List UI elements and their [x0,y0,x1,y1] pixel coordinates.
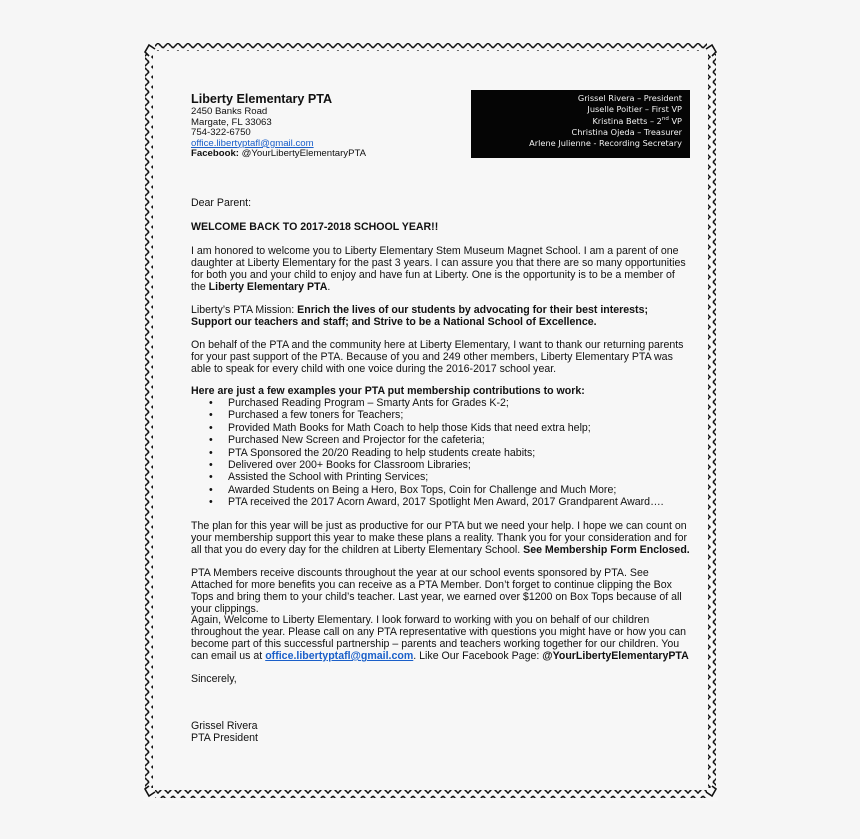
list-item [191,496,691,508]
bullet-icon: • [209,434,213,447]
salutation: Dear Parent: [191,197,252,209]
intro-paragraph [191,245,691,293]
bullet-icon: • [209,471,213,484]
officer-first-vp: Juselle Poitier – First VP [587,104,682,115]
closing-email-link[interactable]: office.libertyptafl@gmail.com [265,650,414,662]
letter-page [143,42,718,801]
closing-facebook-handle: @YourLibertyElementaryPTA [542,650,689,662]
mission-label: Liberty’s PTA Mission: [191,304,298,316]
list-item-text: Purchased New Screen and Projector for the cafeteria; [228,434,485,447]
ordinal-suffix: nd [661,115,669,122]
list-item [191,447,691,459]
examples-list [191,397,691,509]
plan-paragraph [191,520,691,556]
list-item [191,409,691,421]
officers-box [471,90,690,158]
officer-second-vp [471,116,682,127]
org-name: Liberty Elementary PTA [191,92,333,106]
bullet-icon: • [209,409,213,422]
intro-bold: Liberty Elementary PTA [208,281,328,293]
signer-name: Grissel Rivera [191,720,258,732]
officer-president: Grissel Rivera – President [577,93,682,103]
headline: WELCOME BACK TO 2017-2018 SCHOOL YEAR!! [191,221,439,233]
discounts-paragraph: PTA Members receive discounts throughout the year at our school events sponsored by PTA. See Attached for more benefits you can receive as a PTA Member. Don’t forget to continue clipping the Box Tops and bring them to your child’s teacher. Last year, we earned over $1200 on Box Tops because of all your clippings. [191,567,682,615]
facebook-label: Facebook: [191,148,239,160]
officer-secretary: Arlene Julienne - Recording Secretary [529,138,682,149]
list-item [191,397,691,409]
list-item [191,459,691,471]
officer-second-vp-title: VP [668,115,682,126]
examples-section [191,385,691,509]
list-item [191,422,691,434]
plan-text: The plan for this year will be just as productive for our PTA but we need your help. I hope we can count on your membership support this year to make these plans a reality. Thank you for your consideration and for all that you do every day for the children at Liberty Elementary School. [191,520,688,556]
bullet-icon: • [209,496,213,509]
signoff: Sincerely, [191,673,237,685]
examples-heading: Here are just a few examples your PTA put membership contributions to work: [191,385,585,397]
closing-mid: . Like Our Facebook Page: [413,650,543,662]
facebook-line [191,149,366,160]
bullet-icon: • [209,459,213,472]
list-item-text: PTA received the 2017 Acorn Award, 2017 Spotlight Men Award, 2017 Grandparent Award…. [228,496,664,509]
officer-treasurer: Christina Ojeda – Treasurer [571,126,682,137]
phone: 754-322-6750 [191,127,251,139]
bullet-icon: • [209,483,213,496]
list-item-text: Purchased Reading Program – Smarty Ants for Grades K-2; [228,397,509,409]
bullet-icon: • [209,397,213,409]
plan-bold: See Membership Form Enclosed. [523,544,690,556]
intro-end: . [327,281,331,293]
list-item-text: Delivered over 200+ Books for Classroom Libraries; [228,459,471,472]
facebook-handle: @YourLibertyElementaryPTA [241,148,367,160]
letterhead [191,92,366,160]
closing-text: Again, Welcome to Liberty Elementary. I look forward to working with you on behalf of our children throughout the year. Please call on any PTA representative with questions you might have or how you can become part of this successful partnership – parents and teachers working together for our children. You can email us at [191,614,687,662]
list-item [191,484,691,496]
bullet-icon: • [209,446,213,459]
closing-paragraph [191,614,691,662]
thanks-paragraph: On behalf of the PTA and the community here at Liberty Elementary, I want to thank our returning parents for your past support of the PTA. Because of you and 249 other members, Liberty Elementary PTA was able to speak for every child with one voice during the 2016-2017 school year. [191,339,684,375]
officer-second-vp-name: Kristina Betts – 2 [592,115,662,126]
list-item-text: PTA Sponsored the 20/20 Reading to help students create habits; [228,446,536,459]
bullet-icon: • [209,421,213,434]
list-item-text: Purchased a few toners for Teachers; [228,409,404,422]
address-line2: Margate, FL 33063 [191,116,272,128]
list-item [191,471,691,483]
signer-title: PTA President [191,732,258,744]
mission-text: Enrich the lives of our students by advocating for their best interests; Support our teachers and staff; and Strive to be a National School of Excellence. [191,304,649,328]
intro-text: I am honored to welcome you to Liberty Elementary Stem Museum Magnet School. I am a parent of one daughter at Liberty Elementary for the past 3 years. I can assure you that there are so many opportunities for both you and your child to enjoy and have fun at Liberty. One is the opportunity is to be a member of the [191,245,686,293]
list-item-text: Provided Math Books for Math Coach to help those Kids that need extra help; [228,421,591,434]
list-item [191,434,691,446]
address-line1: 2450 Banks Road [191,106,268,117]
list-item-text: Assisted the School with Printing Services; [228,471,429,484]
mission-paragraph [191,304,691,328]
list-item-text: Awarded Students on Being a Hero, Box Tops, Coin for Challenge and Much More; [228,483,617,496]
email-link[interactable]: office.libertyptafl@gmail.com [191,137,314,149]
